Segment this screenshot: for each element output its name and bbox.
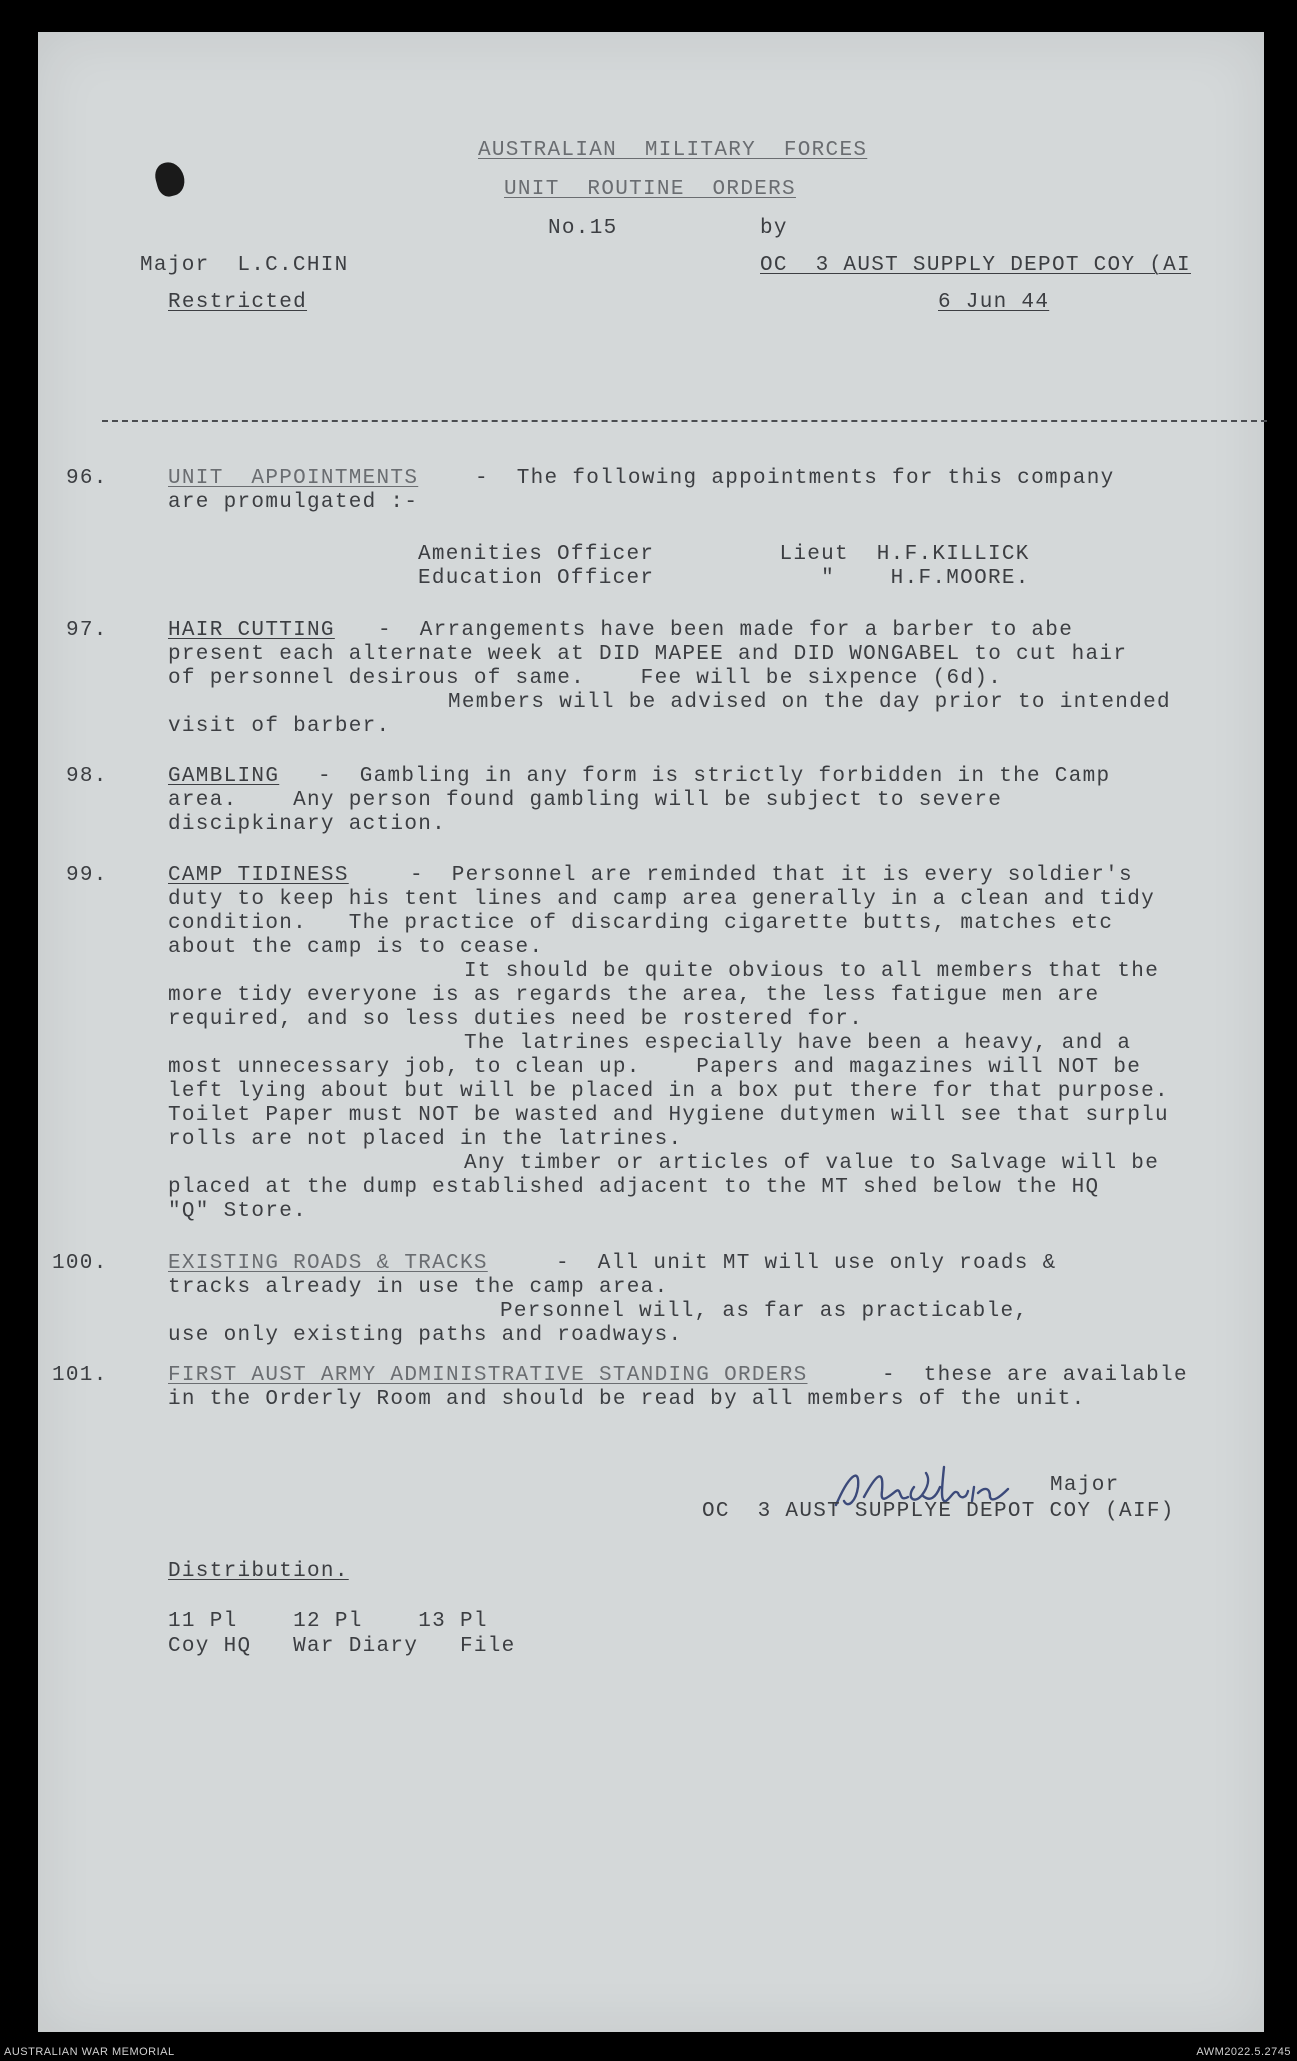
order-text: - these are available — [882, 1364, 1188, 1387]
order-text: left lying about but will be placed in a box put there for that purpose. — [168, 1080, 1169, 1103]
order-title-99: CAMP TIDINESS — [168, 864, 349, 887]
order-number-99: 99. — [66, 864, 108, 887]
order-text: - All unit MT will use only roads & — [556, 1252, 1057, 1275]
order-text: are promulgated :- — [168, 491, 419, 514]
order-title-97: HAIR CUTTING — [168, 619, 335, 642]
issuing-officer: Major L.C.CHIN — [140, 254, 349, 277]
order-text: about the camp is to cease. — [168, 936, 544, 959]
appointment-line: Amenities Officer Lieut H.F.KILLICK — [418, 543, 1030, 566]
order-text: Members will be advised on the day prior to intended — [448, 691, 1171, 714]
order-number-100: 100. — [52, 1252, 108, 1275]
issue-date: 6 Jun 44 — [938, 291, 1050, 314]
order-text: - Personnel are reminded that it is every soldier's — [410, 864, 1133, 887]
archive-footer — [0, 2032, 1297, 2061]
order-number-98: 98. — [66, 765, 108, 788]
classification: Restricted — [168, 291, 308, 314]
order-text: - Gambling in any form is strictly forbidden in the Camp — [318, 765, 1111, 788]
order-text: rolls are not placed in the latrines. — [168, 1128, 683, 1151]
signatory-unit: OC 3 AUST SUPPLYE DEPOT COY (AIF) — [702, 1500, 1175, 1523]
order-number-96: 96. — [66, 467, 108, 490]
order-text: present each alternate week at DID MAPEE and DID WONGABEL to cut hair — [168, 643, 1128, 666]
header-forces: AUSTRALIAN MILITARY FORCES — [478, 139, 868, 162]
order-text: "Q" Store. — [168, 1200, 308, 1223]
distribution-row: 11 Pl 12 Pl 13 Pl — [168, 1610, 488, 1633]
order-text: Any timber or articles of value to Salvage will be — [464, 1152, 1160, 1175]
order-number: No.15 — [548, 217, 618, 240]
archive-reference: AWM2022.5.2745 — [1196, 2046, 1291, 2058]
order-text: more tidy everyone is as regards the area, the less fatigue men are — [168, 984, 1100, 1007]
distribution-heading: Distribution. — [168, 1560, 349, 1583]
order-text: tracks already in use the camp area. — [168, 1276, 669, 1299]
punch-hole — [152, 159, 188, 199]
order-text: most unnecessary job, to clean up. Papers and magazines will NOT be — [168, 1056, 1142, 1079]
order-text: It should be quite obvious to all members that the — [464, 960, 1160, 983]
order-text: Toilet Paper must NOT be wasted and Hygiene dutymen will see that surplu — [168, 1104, 1169, 1127]
by-label: by — [760, 217, 788, 240]
order-text: of personnel desirous of same. Fee will be sixpence (6d). — [168, 667, 1003, 690]
archive-name: AUSTRALIAN WAR MEMORIAL — [4, 2046, 175, 2058]
order-number-101: 101. — [52, 1364, 108, 1387]
signatory-rank: Major — [1050, 1474, 1120, 1497]
order-text: area. Any person found gambling will be subject to severe — [168, 789, 1003, 812]
order-title-100: EXISTING ROADS & TRACKS — [168, 1252, 488, 1275]
order-text: condition. The practice of discarding cigarette butts, matches etc — [168, 912, 1114, 935]
order-text: The latrines especially have been a heavy, and a — [464, 1032, 1132, 1055]
order-title-96: UNIT APPOINTMENTS — [168, 467, 419, 490]
order-text: use only existing paths and roadways. — [168, 1324, 683, 1347]
distribution-row: Coy HQ War Diary File — [168, 1635, 516, 1658]
order-number-97: 97. — [66, 619, 108, 642]
order-text: discipkinary action. — [168, 813, 447, 836]
issuing-unit: OC 3 AUST SUPPLY DEPOT COY (AI — [760, 254, 1191, 277]
header-orders: UNIT ROUTINE ORDERS — [504, 178, 796, 201]
order-text: Personnel will, as far as practicable, — [500, 1300, 1029, 1323]
order-text: duty to keep his tent lines and camp area generally in a clean and tidy — [168, 888, 1156, 911]
document-page — [38, 32, 1264, 2032]
order-text: required, and so less duties need be rostered for. — [168, 1008, 864, 1031]
order-text: visit of barber. — [168, 715, 391, 738]
order-text: in the Orderly Room and should be read by all members of the unit. — [168, 1388, 1086, 1411]
order-title-98: GAMBLING — [168, 765, 280, 788]
order-text: - Arrangements have been made for a barber to abe — [378, 619, 1074, 642]
order-text: - The following appointments for this company — [475, 467, 1115, 490]
order-title-101: FIRST AUST ARMY ADMINISTRATIVE STANDING ORDERS — [168, 1364, 808, 1387]
header-divider — [102, 420, 1267, 422]
order-text: placed at the dump established adjacent to the MT shed below the HQ — [168, 1176, 1100, 1199]
appointment-line: Education Officer " H.F.MOORE. — [418, 567, 1030, 590]
